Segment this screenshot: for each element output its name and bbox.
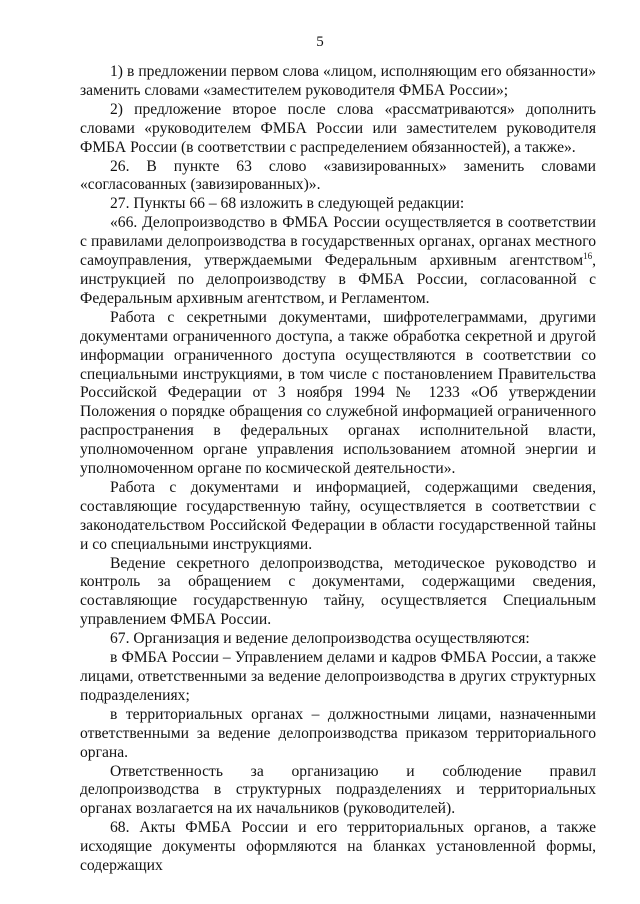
paragraph-27: 27. Пункты 66 – 68 изложить в следующей редакции: bbox=[110, 195, 465, 213]
paragraph-state-secret: Работа с документами и информацией, содержащими сведения, составляющие государственную тайну, осуществляется в соответствии с законодательством Российской Федерации в области государственной тайны и со специальными инструкциями. bbox=[80, 478, 596, 553]
paragraph-fmba-management: в ФМБА России – Управлением делами и кадров ФМБА России, а также лицами, ответственными за ведение делопроизводства в других структурных подразделениях; bbox=[80, 649, 596, 704]
footnote-reference: 16 bbox=[583, 251, 593, 262]
paragraph-66-text-before: «66. Делопроизводство в ФМБА России осуществляется в соответствии с правилами делопроизводства в государственных органах, органах местного самоуправления, утверждаемыми Федеральным архивным агентством bbox=[80, 214, 596, 270]
paragraph-item-2-add-words: 2) предложение второе после слова «рассматриваются» дополнить словами «руководителем ФМБА России или заместителем руководителя ФМБА России (в соответствии с распределением обязанностей), а также». bbox=[80, 100, 596, 156]
paragraph-item-1-replace-words: 1) в предложении первом слова «лицом, исполняющим его обязанности» заменить словами «заместителем руководителя ФМБА России»; bbox=[80, 63, 596, 99]
paragraph-secret-records-management: Ведение секретного делопроизводства, методическое руководство и контроль за обращением с документами, содержащими сведения, составляющие государственную тайну, осуществляется Специальным управлением ФМБА России. bbox=[80, 554, 596, 629]
paragraph-territorial-bodies: в территориальных органах – должностными лицами, назначенными ответственными за ведение делопроизводства приказом территориального органа. bbox=[80, 705, 596, 761]
document-body bbox=[80, 63, 596, 876]
paragraph-67: 67. Организация и ведение делопроизводства осуществляются: bbox=[110, 630, 530, 648]
paragraph-68: 68. Акты ФМБА России и его территориальных органов, а также исходящие документы оформляются на бланках установленной формы, содержащих bbox=[80, 819, 596, 875]
paragraph-secret-documents: Работа с секретными документами, шифротелеграммами, другими документами ограниченного доступа, а также обработка секретной и другой информации ограниченного доступа осуществляются в соответствии со специальными инструкциями, в том числе с постановлением Правительства Российской Федерации от 3 ноября 1994 № 1233 «Об утверждении Положения о порядке обращения со служебной информацией ограниченного распространения в федеральных органах исполнительной власти, уполномоченном органе управления использованием атомной энергии и уполномоченном органе по космической деятельности». bbox=[80, 308, 596, 478]
paragraph-26: 26. В пункте 63 слово «завизированных» заменить словами «согласованных (завизированных)». bbox=[80, 157, 596, 194]
paragraph-66-text-after: , инструкцией по делопроизводству в ФМБА России, согласованной с Федеральным архивным агентством, и Регламентом. bbox=[80, 252, 596, 307]
paragraph-responsibility: Ответственность за организацию и соблюдение правил делопроизводства в структурных подразделениях и территориальных органах возлагается на их начальников (руководителей). bbox=[80, 762, 596, 818]
paragraph-66 bbox=[80, 214, 596, 309]
page-number: 5 bbox=[316, 34, 324, 50]
